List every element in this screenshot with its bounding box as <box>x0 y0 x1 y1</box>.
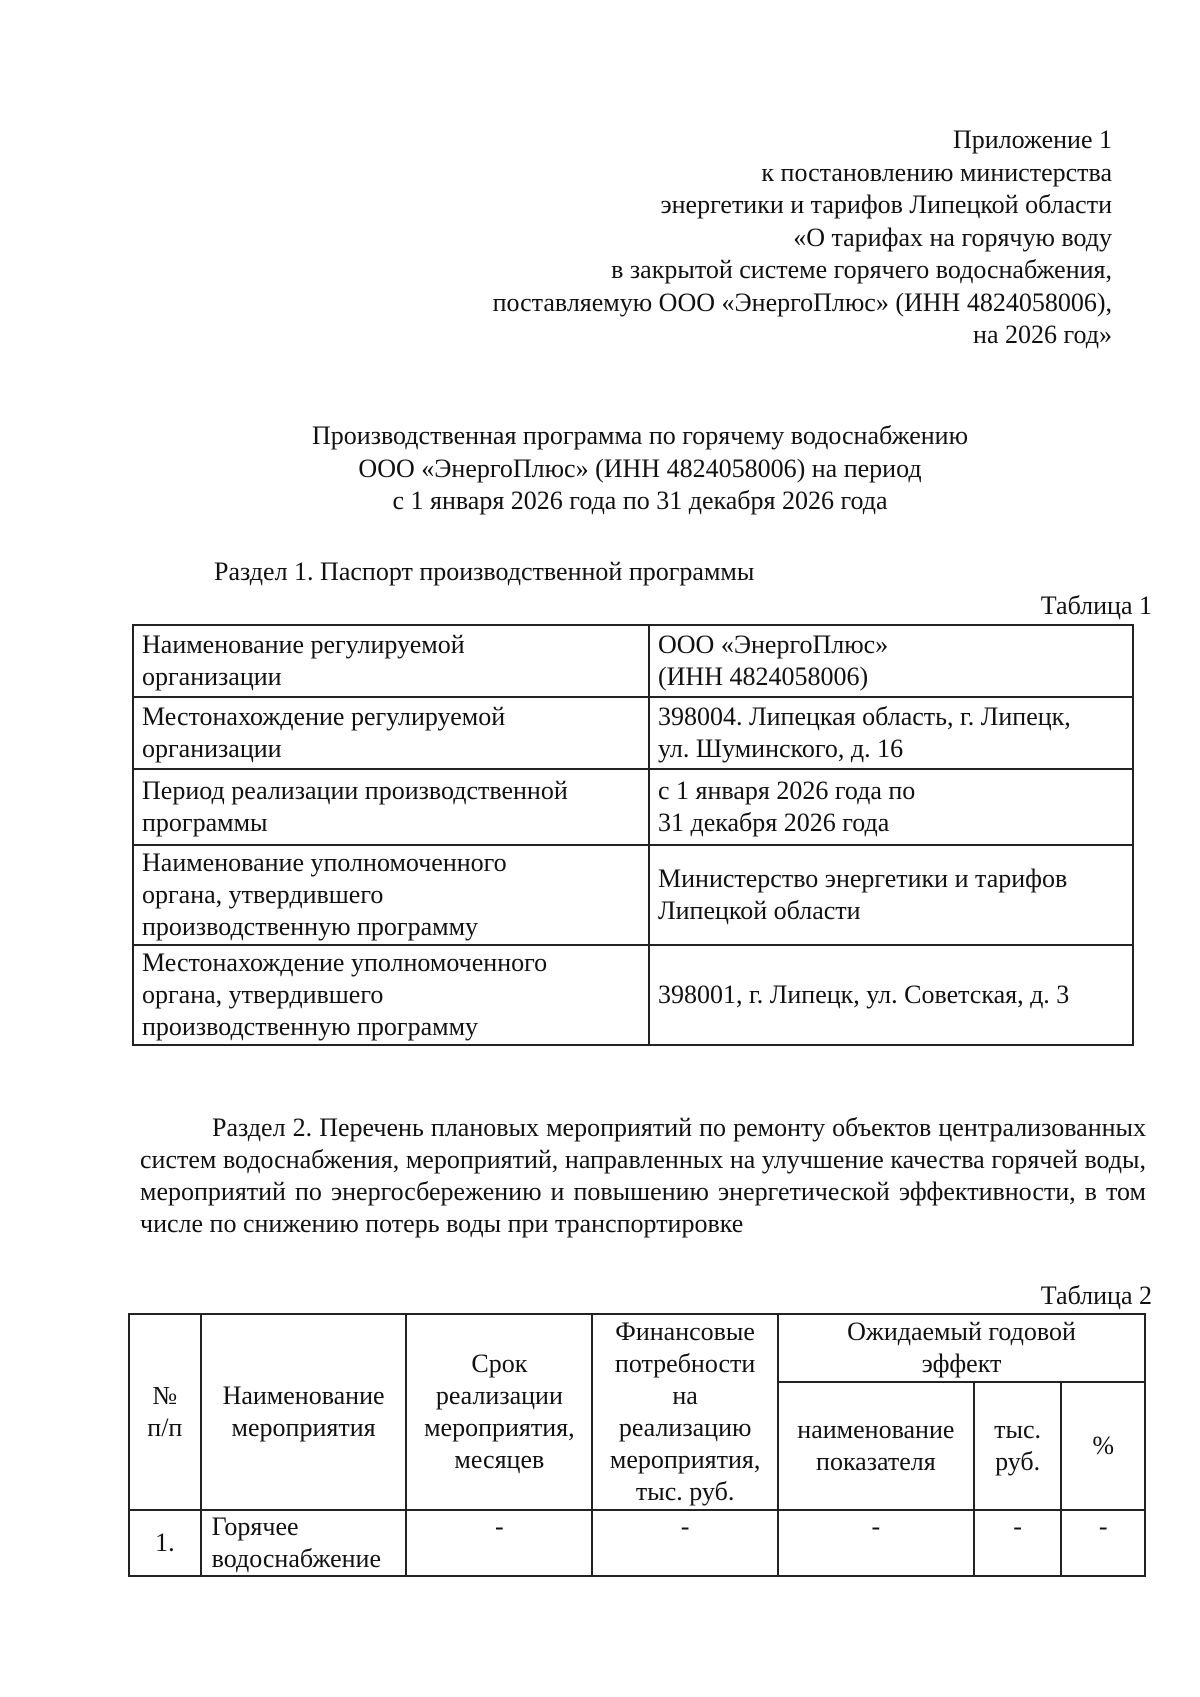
appendix-line: Приложение 1 <box>952 125 1112 154</box>
col-header-term <box>406 1314 592 1510</box>
cell-line: организации <box>142 734 282 763</box>
cell-percent: - <box>1061 1510 1145 1576</box>
cell-line: показателя <box>816 1447 936 1476</box>
cell-line: производственную программу <box>142 1012 479 1041</box>
row-label <box>133 697 649 769</box>
col-header-num <box>129 1314 201 1510</box>
cell-line: с 1 января 2026 года по <box>658 776 916 805</box>
row-label <box>133 769 649 845</box>
row-value <box>649 769 1133 845</box>
row-value <box>649 625 1133 697</box>
row-label <box>133 625 649 697</box>
cell-line: 398001, г. Липецк, ул. Советская, д. 3 <box>658 980 1070 1009</box>
table-row <box>133 845 1133 945</box>
cell-line: наименование <box>797 1415 955 1444</box>
cell-line: реализацию <box>618 1413 752 1442</box>
col-header-percent: % <box>1061 1382 1145 1510</box>
cell-line: органа, утвердившего <box>142 880 384 909</box>
title-line: с 1 января 2026 года по 31 декабря 2026 года <box>392 486 888 515</box>
cell-line: Местонахождение уполномоченного <box>142 948 548 977</box>
cell-line: производственную программу <box>142 912 479 941</box>
cell-indicator: - <box>778 1510 974 1576</box>
cell-num: 1. <box>129 1510 201 1576</box>
appendix-line: энергетики и тарифов Липецкой области <box>660 190 1112 219</box>
cell-line: Местонахождение регулируемой <box>142 702 506 731</box>
table-row <box>133 697 1133 769</box>
row-label <box>133 945 649 1045</box>
col-header-indicator <box>778 1382 974 1510</box>
cell-line: 31 декабря 2026 года <box>658 808 890 837</box>
cell-line: на <box>672 1381 698 1410</box>
cell-line: Министерство энергетики и тарифов <box>658 864 1068 893</box>
cell-name <box>201 1510 407 1576</box>
appendix-line: поставляемую ООО «ЭнергоПлюс» (ИНН 4824058006), <box>492 287 1112 317</box>
cell-line: п/п <box>147 1413 183 1442</box>
row-value <box>649 845 1133 945</box>
cell-line: 398004. Липецкая область, г. Липецк, <box>658 702 1071 731</box>
document-title <box>140 420 1140 518</box>
col-header-effect <box>778 1314 1145 1382</box>
table-row <box>133 769 1133 845</box>
cell-line: ООО «ЭнергоПлюс» <box>658 630 889 659</box>
cell-line: тыс. <box>994 1415 1042 1444</box>
col-header-rub <box>974 1382 1062 1510</box>
cell-finance: - <box>592 1510 778 1576</box>
row-value <box>649 945 1133 1045</box>
cell-line: месяцев <box>454 1445 545 1474</box>
col-header-name <box>201 1314 407 1510</box>
cell-line: (ИНН 4824058006) <box>658 662 869 691</box>
appendix-line: «О тарифах на горячую воду <box>793 222 1112 252</box>
passport-table <box>132 624 1134 1046</box>
cell-line: тыс. руб. <box>635 1477 735 1506</box>
section2-heading: Раздел 2. Перечень плановых мероприятий по ремонту объектов централизованных систем водоснабжения, мероприятий, направленных на улучшение качества горячей воды, мероприятий по энергосбережению и повышению энергетической эффективности, в том числе по снижению потерь воды при транспортировке <box>140 1113 1146 1238</box>
title-line: Производственная программа по горячему водоснабжению <box>312 421 968 450</box>
cell-line: Наименование уполномоченного <box>142 848 507 877</box>
cell-line: водоснабжение <box>211 1544 381 1573</box>
row-label <box>133 845 649 945</box>
cell-line: Наименование <box>222 1381 385 1410</box>
cell-line: мероприятия, <box>609 1445 761 1474</box>
cell-line: реализации <box>435 1381 563 1410</box>
cell-line: № <box>152 1381 178 1410</box>
row-value <box>649 697 1133 769</box>
appendix-line: на 2026 год» <box>973 320 1112 349</box>
appendix-line: к постановлению министерства <box>761 157 1112 187</box>
table-row <box>129 1510 1145 1576</box>
table-header-row <box>129 1314 1145 1382</box>
table-row <box>133 945 1133 1045</box>
appendix-line: в закрытой системе горячего водоснабжения, <box>611 255 1112 284</box>
cell-line: мероприятия <box>231 1413 376 1442</box>
cell-line: органа, утвердившего <box>142 980 384 1009</box>
table-row <box>133 625 1133 697</box>
cell-line: руб. <box>995 1447 1041 1476</box>
appendix-header <box>493 124 1112 352</box>
cell-line: Ожидаемый годовой <box>847 1317 1076 1346</box>
cell-line: Наименование регулируемой <box>142 630 465 659</box>
cell-line: Горячее <box>211 1512 299 1541</box>
cell-line: эффект <box>921 1349 1002 1378</box>
section1-heading: Раздел 1. Паспорт производственной программы <box>214 557 755 586</box>
cell-line: Липецкой области <box>658 896 861 925</box>
cell-line: мероприятия, <box>424 1413 575 1442</box>
cell-line: Период реализации производственной <box>142 776 568 805</box>
col-header-finance <box>592 1314 778 1510</box>
cell-line: ул. Шуминского, д. 16 <box>658 734 904 763</box>
cell-line: программы <box>142 808 268 837</box>
cell-rub: - <box>974 1510 1062 1576</box>
cell-line: Финансовые <box>615 1317 755 1346</box>
measures-table <box>128 1313 1146 1577</box>
cell-term: - <box>406 1510 592 1576</box>
cell-line: потребности <box>614 1349 756 1378</box>
table1-caption: Таблица 1 <box>1040 591 1152 620</box>
table2-caption: Таблица 2 <box>1040 1281 1152 1310</box>
cell-line: организации <box>142 662 282 691</box>
cell-line: Срок <box>471 1349 528 1378</box>
title-line: ООО «ЭнергоПлюс» (ИНН 4824058006) на период <box>358 453 922 483</box>
